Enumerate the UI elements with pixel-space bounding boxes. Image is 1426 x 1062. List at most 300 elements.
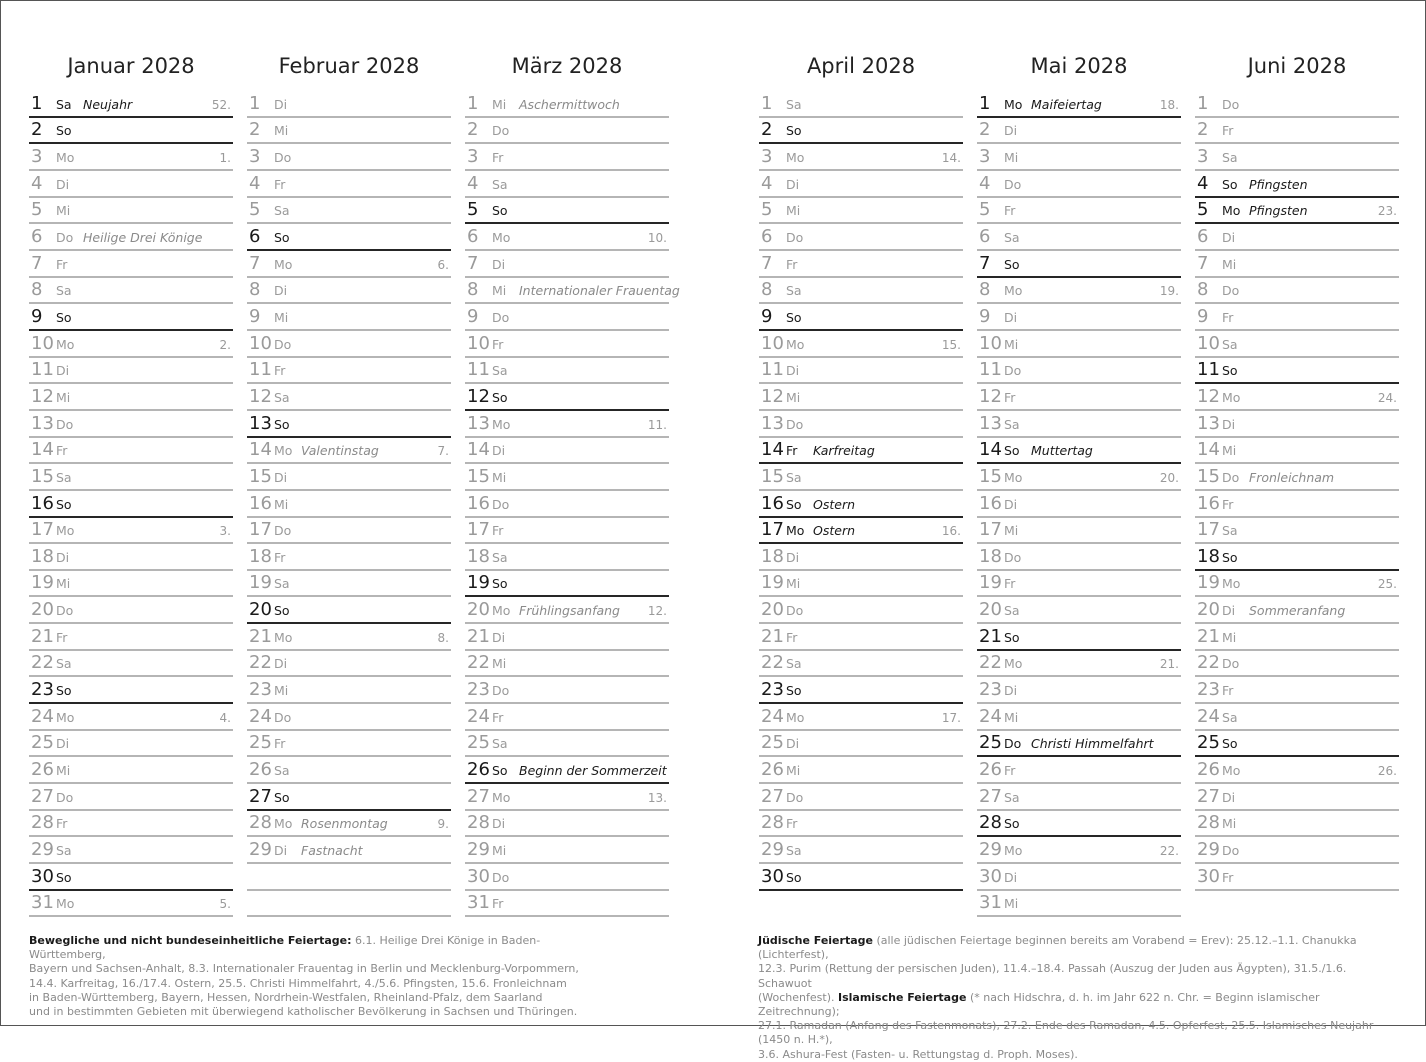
week-number: 6. bbox=[437, 257, 449, 272]
day-row bbox=[759, 811, 963, 838]
weekday-label: Fr bbox=[492, 523, 504, 539]
day-row bbox=[759, 278, 963, 305]
day-number: 30 bbox=[31, 865, 54, 887]
day-number: 21 bbox=[979, 625, 1002, 647]
weekday-label: Sa bbox=[1222, 336, 1238, 352]
day-row bbox=[465, 704, 669, 731]
weekday-label: Mi bbox=[56, 763, 71, 779]
day-row bbox=[1195, 198, 1399, 225]
weekday-label: Mo bbox=[274, 629, 293, 645]
day-number: 28 bbox=[1197, 812, 1220, 834]
day-row bbox=[247, 677, 451, 704]
weekday-label: Di bbox=[1222, 416, 1236, 432]
month-title: April 2028 bbox=[806, 54, 916, 78]
day-row bbox=[465, 304, 669, 331]
day-number: 24 bbox=[249, 705, 272, 727]
day-number: 21 bbox=[249, 625, 272, 647]
weekday-label: Do bbox=[1004, 363, 1022, 379]
day-row bbox=[29, 411, 233, 438]
day-row bbox=[759, 891, 963, 918]
weekday-label: So bbox=[492, 576, 508, 592]
weekday-label: So bbox=[786, 309, 802, 325]
weekday-label: Di bbox=[56, 176, 70, 192]
day-row bbox=[29, 544, 233, 571]
day-row bbox=[29, 251, 233, 278]
day-number: 7 bbox=[1197, 252, 1209, 274]
day-row bbox=[247, 331, 451, 358]
day-row bbox=[1195, 837, 1399, 864]
day-row bbox=[247, 358, 451, 385]
week-number: 24. bbox=[1377, 390, 1397, 405]
day-number: 18 bbox=[1197, 545, 1220, 567]
day-number: 4 bbox=[467, 172, 479, 194]
day-row bbox=[29, 278, 233, 305]
day-number: 3 bbox=[979, 145, 991, 167]
weekday-label: Mi bbox=[1004, 709, 1019, 725]
holiday-label: Heilige Drei Könige bbox=[83, 229, 203, 245]
day-number: 8 bbox=[979, 279, 991, 301]
weekday-label: Fr bbox=[274, 363, 286, 379]
day-number: 22 bbox=[249, 652, 272, 674]
day-row bbox=[1195, 91, 1399, 118]
day-row bbox=[465, 251, 669, 278]
day-row bbox=[759, 624, 963, 651]
holiday-label: Valentinstag bbox=[301, 443, 379, 459]
weekday-label: Mi bbox=[1222, 816, 1237, 832]
day-row bbox=[1195, 224, 1399, 251]
weekday-label: Mo bbox=[56, 896, 75, 912]
day-number: 26 bbox=[979, 759, 1002, 781]
day-row bbox=[1195, 891, 1399, 918]
day-row bbox=[29, 837, 233, 864]
weekday-label: Sa bbox=[274, 203, 290, 219]
day-row bbox=[465, 731, 669, 758]
weekday-label: Do bbox=[1004, 549, 1022, 565]
day-number: 26 bbox=[467, 759, 490, 781]
holiday-label: Frühlingsanfang bbox=[519, 603, 620, 619]
day-row bbox=[247, 278, 451, 305]
day-number: 15 bbox=[1197, 465, 1220, 487]
footnote-left-line-2: Bayern und Sachsen-Anhalt, 8.3. Internationaler Frauentag in Berlin und Mecklenburg-Vorpommern, bbox=[29, 962, 579, 976]
weekday-label: Mi bbox=[1222, 443, 1237, 459]
day-row bbox=[29, 731, 233, 758]
week-number: 22. bbox=[1159, 844, 1179, 859]
day-number: 26 bbox=[249, 759, 272, 781]
day-number: 2 bbox=[249, 119, 261, 141]
holiday-label: Sommeranfang bbox=[1249, 603, 1346, 619]
weekday-label: So bbox=[492, 203, 508, 219]
weekday-label: Mi bbox=[1222, 629, 1237, 645]
day-row bbox=[977, 677, 1181, 704]
weekday-label: Sa bbox=[1004, 229, 1020, 245]
day-row bbox=[977, 384, 1181, 411]
day-row bbox=[465, 198, 669, 225]
weekday-label: Mo bbox=[786, 523, 805, 539]
day-row bbox=[977, 811, 1181, 838]
day-number: 20 bbox=[467, 599, 490, 621]
day-number: 5 bbox=[979, 199, 991, 221]
day-row bbox=[1195, 544, 1399, 571]
day-row bbox=[465, 891, 669, 918]
day-row bbox=[1195, 518, 1399, 545]
footnote-left-line-3: 14.4. Karfreitag, 16./17.4. Ostern, 25.5. Christi Himmelfahrt, 4./5.6. Pfingsten, 15.6. Fronleichnam bbox=[29, 976, 567, 990]
day-number: 6 bbox=[761, 225, 773, 247]
day-number: 22 bbox=[1197, 652, 1220, 674]
day-row bbox=[977, 518, 1181, 545]
month-title: Mai 2028 bbox=[1030, 54, 1128, 78]
day-number: 10 bbox=[31, 332, 54, 354]
holiday-label: Pfingsten bbox=[1249, 203, 1308, 219]
weekday-label: Mi bbox=[786, 763, 801, 779]
day-row bbox=[1195, 864, 1399, 891]
day-number: 2 bbox=[467, 119, 479, 141]
weekday-label: Fr bbox=[786, 629, 798, 645]
day-number: 6 bbox=[249, 225, 261, 247]
week-number: 52. bbox=[211, 97, 231, 112]
day-row bbox=[247, 144, 451, 171]
day-number: 10 bbox=[979, 332, 1002, 354]
weekday-label: Mo bbox=[1222, 389, 1241, 405]
day-number: 10 bbox=[761, 332, 784, 354]
day-row bbox=[465, 811, 669, 838]
weekday-label: Fr bbox=[492, 149, 504, 165]
weekday-label: Mi bbox=[1004, 523, 1019, 539]
day-row bbox=[977, 331, 1181, 358]
weekday-label: Sa bbox=[492, 736, 508, 752]
day-number: 25 bbox=[31, 732, 54, 754]
day-number: 20 bbox=[249, 599, 272, 621]
weekday-label: So bbox=[786, 123, 802, 139]
day-number: 21 bbox=[467, 625, 490, 647]
day-row bbox=[247, 384, 451, 411]
day-row bbox=[759, 677, 963, 704]
weekday-label: Fr bbox=[786, 816, 798, 832]
day-row bbox=[759, 518, 963, 545]
day-number: 27 bbox=[1197, 785, 1220, 807]
weekday-label: Di bbox=[274, 656, 288, 672]
day-number: 8 bbox=[467, 279, 479, 301]
day-number: 24 bbox=[467, 705, 490, 727]
day-row bbox=[465, 358, 669, 385]
day-number: 14 bbox=[31, 439, 54, 461]
day-number: 10 bbox=[1197, 332, 1220, 354]
week-number: 17. bbox=[941, 710, 961, 725]
week-number: 13. bbox=[647, 790, 667, 805]
day-number: 17 bbox=[979, 519, 1002, 541]
day-number: 17 bbox=[31, 519, 54, 541]
weekday-label: Do bbox=[56, 789, 74, 805]
weekday-label: Di bbox=[786, 736, 800, 752]
weekday-label: Di bbox=[56, 736, 70, 752]
weekday-label: Fr bbox=[1004, 389, 1016, 405]
weekday-label: Sa bbox=[56, 656, 72, 672]
day-row bbox=[29, 144, 233, 171]
day-row bbox=[759, 198, 963, 225]
day-row bbox=[977, 757, 1181, 784]
day-row bbox=[29, 757, 233, 784]
day-number: 6 bbox=[31, 225, 43, 247]
day-row bbox=[29, 864, 233, 891]
day-number: 16 bbox=[31, 492, 54, 514]
day-number: 1 bbox=[1197, 92, 1209, 114]
weekday-label: Di bbox=[274, 96, 288, 112]
week-number: 14. bbox=[941, 150, 961, 165]
day-row bbox=[759, 384, 963, 411]
weekday-label: So bbox=[786, 869, 802, 885]
weekday-label: Mi bbox=[492, 283, 507, 299]
day-row bbox=[759, 144, 963, 171]
day-row bbox=[1195, 811, 1399, 838]
weekday-label: Do bbox=[56, 229, 74, 245]
day-row bbox=[29, 198, 233, 225]
weekday-label: Mi bbox=[1222, 256, 1237, 272]
day-number: 3 bbox=[761, 145, 773, 167]
day-row bbox=[759, 411, 963, 438]
day-row bbox=[759, 464, 963, 491]
day-row bbox=[29, 224, 233, 251]
weekday-label: Mo bbox=[1004, 96, 1023, 112]
day-row bbox=[759, 224, 963, 251]
weekday-label: Do bbox=[492, 496, 510, 512]
day-row bbox=[247, 571, 451, 598]
day-number: 19 bbox=[979, 572, 1002, 594]
day-number: 12 bbox=[31, 385, 54, 407]
month-column bbox=[1195, 51, 1399, 917]
day-row bbox=[29, 518, 233, 545]
day-row bbox=[29, 784, 233, 811]
day-number: 23 bbox=[761, 679, 784, 701]
weekday-label: Di bbox=[1004, 869, 1018, 885]
day-number: 13 bbox=[979, 412, 1002, 434]
day-row bbox=[247, 624, 451, 651]
day-number: 12 bbox=[249, 385, 272, 407]
day-number: 18 bbox=[979, 545, 1002, 567]
day-number: 30 bbox=[467, 865, 490, 887]
weekday-label: Di bbox=[786, 363, 800, 379]
day-number: 27 bbox=[31, 785, 54, 807]
weekday-label: So bbox=[56, 309, 72, 325]
footnote-right-text-2b: 27.1. Ramadan (Anfang des Fastenmonats), 27.2. Ende des Ramadan, 4.5. Opferfest, 25.5. Islamisches Neujahr (1450 n. H.*), bbox=[758, 1019, 1374, 1047]
day-number: 27 bbox=[979, 785, 1002, 807]
weekday-label: Di bbox=[492, 443, 506, 459]
day-number: 7 bbox=[467, 252, 479, 274]
weekday-label: Sa bbox=[492, 363, 508, 379]
day-row bbox=[247, 837, 451, 864]
day-row bbox=[465, 677, 669, 704]
day-row bbox=[759, 597, 963, 624]
day-row bbox=[465, 518, 669, 545]
holiday-label: Pfingsten bbox=[1249, 176, 1308, 192]
weekday-label: Fr bbox=[786, 256, 798, 272]
day-row bbox=[759, 118, 963, 145]
week-number: 11. bbox=[647, 417, 667, 432]
day-number: 1 bbox=[31, 92, 43, 114]
weekday-label: Mi bbox=[56, 203, 71, 219]
day-number: 17 bbox=[467, 519, 490, 541]
day-number: 19 bbox=[761, 572, 784, 594]
weekday-label: So bbox=[786, 683, 802, 699]
holiday-label: Ostern bbox=[813, 496, 856, 512]
weekday-label: So bbox=[274, 603, 290, 619]
day-row bbox=[247, 518, 451, 545]
weekday-label: Mo bbox=[274, 443, 293, 459]
weekday-label: Mo bbox=[786, 709, 805, 725]
weekday-label: Do bbox=[492, 683, 510, 699]
footnote-right-heading-islamic: Islamische Feiertage bbox=[837, 990, 967, 1004]
month-column bbox=[465, 51, 680, 917]
day-number: 15 bbox=[467, 465, 490, 487]
day-row bbox=[465, 438, 669, 465]
weekday-label: Mi bbox=[1004, 149, 1019, 165]
weekday-label: Mo bbox=[786, 336, 805, 352]
day-number: 23 bbox=[249, 679, 272, 701]
day-number: 26 bbox=[761, 759, 784, 781]
weekday-label: Do bbox=[1222, 656, 1240, 672]
day-number: 18 bbox=[31, 545, 54, 567]
day-row bbox=[759, 784, 963, 811]
day-number: 26 bbox=[31, 759, 54, 781]
weekday-label: Mi bbox=[274, 496, 289, 512]
weekday-label: Mo bbox=[1222, 203, 1241, 219]
weekday-label: Di bbox=[1004, 683, 1018, 699]
weekday-label: Mo bbox=[274, 256, 293, 272]
day-number: 1 bbox=[249, 92, 261, 114]
day-row bbox=[247, 651, 451, 678]
day-row bbox=[247, 118, 451, 145]
day-number: 11 bbox=[761, 359, 784, 381]
day-row bbox=[1195, 757, 1399, 784]
weekday-label: Do bbox=[274, 523, 292, 539]
day-row bbox=[465, 91, 669, 118]
weekday-label: Sa bbox=[274, 389, 290, 405]
day-row bbox=[29, 677, 233, 704]
weekday-label: Mi bbox=[492, 843, 507, 859]
day-row bbox=[759, 837, 963, 864]
footnote-right-text-1c: (Wochenfest). bbox=[758, 990, 838, 1004]
weekday-label: Di bbox=[1004, 496, 1018, 512]
day-row bbox=[1195, 144, 1399, 171]
day-number: 20 bbox=[31, 599, 54, 621]
day-number: 18 bbox=[467, 545, 490, 567]
day-number: 25 bbox=[467, 732, 490, 754]
week-number: 10. bbox=[647, 230, 667, 245]
week-number: 3. bbox=[219, 524, 231, 539]
weekday-label: Fr bbox=[1222, 683, 1234, 699]
day-row bbox=[1195, 304, 1399, 331]
day-row bbox=[29, 571, 233, 598]
day-number: 28 bbox=[761, 812, 784, 834]
day-row bbox=[247, 304, 451, 331]
weekday-label: Do bbox=[1222, 283, 1240, 299]
day-row bbox=[977, 304, 1181, 331]
weekday-label: Mo bbox=[56, 149, 75, 165]
weekday-label: Sa bbox=[786, 469, 802, 485]
weekday-label: Do bbox=[786, 416, 804, 432]
weekday-label: Fr bbox=[492, 896, 504, 912]
weekday-label: Do bbox=[274, 709, 292, 725]
day-row bbox=[977, 891, 1181, 918]
day-row bbox=[465, 118, 669, 145]
day-row bbox=[247, 544, 451, 571]
weekday-label: Mi bbox=[1004, 336, 1019, 352]
weekday-label: Di bbox=[1004, 123, 1018, 139]
day-number: 3 bbox=[467, 145, 479, 167]
weekday-label: Di bbox=[274, 469, 288, 485]
weekday-label: Do bbox=[492, 309, 510, 325]
day-number: 13 bbox=[467, 412, 490, 434]
day-number: 31 bbox=[979, 892, 1002, 914]
week-number: 15. bbox=[941, 337, 961, 352]
weekday-label: So bbox=[1222, 549, 1238, 565]
weekday-label: So bbox=[274, 229, 290, 245]
day-number: 25 bbox=[761, 732, 784, 754]
footnote-right-text-1b: 12.3. Purim (Rettung der persischen Juden), 11.4.–18.4. Passah (Auszug der Juden aus Ägypten), 31.5./1.6. Schawuot bbox=[758, 962, 1347, 990]
weekday-label: Di bbox=[1222, 789, 1236, 805]
weekday-label: Mi bbox=[56, 389, 71, 405]
day-row bbox=[29, 171, 233, 198]
day-number: 4 bbox=[249, 172, 261, 194]
day-number: 21 bbox=[1197, 625, 1220, 647]
day-number: 22 bbox=[761, 652, 784, 674]
weekday-label: Sa bbox=[56, 96, 72, 112]
day-row bbox=[1195, 251, 1399, 278]
holiday-label: Beginn der Sommerzeit bbox=[519, 763, 667, 779]
day-row bbox=[247, 438, 451, 465]
weekday-label: Mi bbox=[492, 96, 507, 112]
day-row bbox=[1195, 358, 1399, 385]
day-number: 28 bbox=[467, 812, 490, 834]
day-row bbox=[977, 198, 1181, 225]
weekday-label: Mo bbox=[56, 523, 75, 539]
day-row bbox=[977, 438, 1181, 465]
day-row bbox=[465, 331, 669, 358]
day-row bbox=[1195, 651, 1399, 678]
footnote-right-text-1a: (alle jüdischen Feiertage beginnen bereits am Vorabend = Erev): 25.12.–1.1. Chanukka (Lichterfest), bbox=[758, 934, 1357, 962]
week-number: 18. bbox=[1159, 97, 1179, 112]
day-number: 7 bbox=[761, 252, 773, 274]
day-row bbox=[465, 597, 669, 624]
weekday-label: Do bbox=[1222, 469, 1240, 485]
day-number: 2 bbox=[761, 119, 773, 141]
day-row bbox=[247, 597, 451, 624]
weekday-label: Fr bbox=[1222, 496, 1234, 512]
holiday-label: Ostern bbox=[813, 523, 856, 539]
day-row bbox=[759, 171, 963, 198]
footnote-left-line-5: und in bestimmten Gebieten mit überwiegend katholischer Bevölkerung in Sachsen und Thüringen. bbox=[29, 1005, 578, 1019]
day-row bbox=[1195, 411, 1399, 438]
day-number: 15 bbox=[31, 465, 54, 487]
day-number: 3 bbox=[249, 145, 261, 167]
day-number: 25 bbox=[979, 732, 1002, 754]
day-number: 22 bbox=[31, 652, 54, 674]
weekday-label: So bbox=[56, 123, 72, 139]
day-row bbox=[247, 491, 451, 518]
weekday-label: Sa bbox=[786, 656, 802, 672]
weekday-label: Fr bbox=[56, 256, 68, 272]
day-row bbox=[977, 278, 1181, 305]
day-row bbox=[29, 651, 233, 678]
day-number: 13 bbox=[31, 412, 54, 434]
month-column bbox=[977, 51, 1181, 917]
weekday-label: Di bbox=[274, 283, 288, 299]
day-row bbox=[1195, 331, 1399, 358]
weekday-label: Di bbox=[1004, 309, 1018, 325]
day-number: 7 bbox=[979, 252, 991, 274]
day-row bbox=[759, 757, 963, 784]
footnote-left bbox=[29, 934, 609, 1019]
weekday-label: Sa bbox=[1222, 149, 1238, 165]
holiday-label: Maifeiertag bbox=[1031, 96, 1102, 112]
